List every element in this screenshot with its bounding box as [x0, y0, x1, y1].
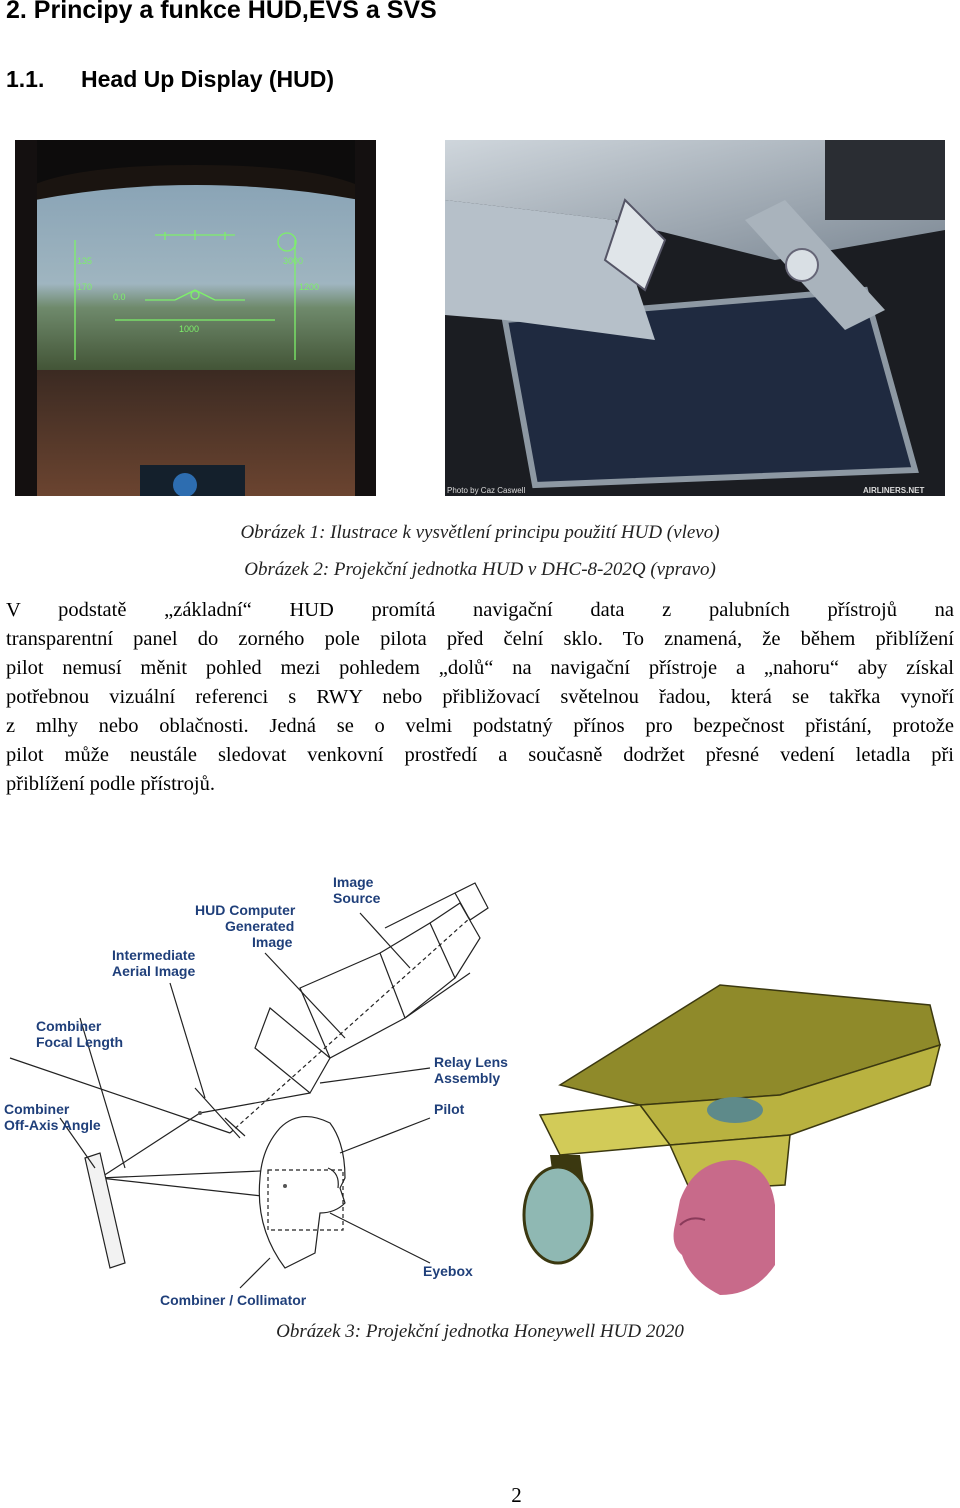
label-relay-lens-1: Relay Lens [434, 1054, 508, 1070]
label-eyebox: Eyebox [423, 1263, 473, 1279]
section-number: 1.1. [6, 66, 45, 92]
label-image-source-2: Source [333, 890, 381, 906]
label-combiner-offaxis-1: Combiner [4, 1101, 70, 1117]
label-combiner-focal-1: Combiner [36, 1018, 102, 1034]
honeywell-hud-render [520, 965, 950, 1310]
label-intermediate-2: Aerial Image [112, 963, 196, 979]
figure-3-caption: Obrázek 3: Projekční jednotka Honeywell HUD 2020 [276, 1321, 684, 1342]
label-combiner-offaxis-2: Off-Axis Angle [4, 1117, 101, 1133]
label-image-source-1: Image [333, 874, 374, 890]
hud-altitude-readout: 3000 [283, 256, 304, 266]
paragraph-line: přiblížení podle přístrojů. [6, 773, 215, 795]
label-relay-lens-2: Assembly [434, 1070, 501, 1086]
hud-alt-tape-readout: 1200 [299, 282, 320, 292]
paragraph-line: z mlhy nebo oblačnosti. Jedná se o velmi podstatný přínos pro bezpečnost přistání, protože [6, 715, 954, 737]
hud-airspeed-readout: 135 [77, 256, 93, 266]
photo-credit-left: Photo by Caz Caswell [447, 486, 526, 495]
label-hud-computer-3: Image [252, 934, 293, 950]
photo-credit-right: AIRLINERS.NET [863, 486, 925, 495]
hud-view-photo [15, 140, 376, 496]
hud-optics-diagram [0, 868, 520, 1313]
figure-1-caption: Obrázek 1: Ilustrace k vysvětlení principu použití HUD (vlevo) [240, 522, 720, 543]
hud-projector-photo [445, 140, 945, 496]
hud-speed-tape-readout: 170 [77, 282, 93, 292]
figure-2-caption: Obrázek 2: Projekční jednotka HUD v DHC-8-202Q (vpravo) [244, 559, 716, 580]
section-title: Head Up Display (HUD) [81, 66, 335, 92]
paragraph-line: V podstatě „základní“ HUD promítá navigační data z palubních přístrojů na [6, 599, 954, 621]
paragraph-line: pilot může neustále sledovat venkovní prostředí a současně dodržet přesné vedení letadla při [6, 744, 954, 766]
label-combiner-collimator: Combiner / Collimator [160, 1292, 307, 1308]
label-hud-computer-2: Generated [225, 918, 295, 934]
section-heading [6, 66, 334, 93]
paragraph-line: pilot nemusí měnit pohled mezi pohledem „dolů“ na navigační přístroje a „nahoru“ aby získal [6, 657, 954, 679]
paragraph-line: potřebnou vizuální referenci s RWY nebo přibližovací světelnou řadou, která se takřka vynoří [6, 686, 954, 708]
chapter-heading: 2. Principy a funkce HUD,EVS a SVS [6, 0, 437, 24]
label-hud-computer-1: HUD Computer [195, 902, 296, 918]
page-number: 2 [511, 1483, 522, 1507]
label-combiner-focal-2: Focal Length [36, 1034, 124, 1050]
label-intermediate-1: Intermediate [112, 947, 196, 963]
body-paragraph [6, 596, 954, 799]
hud-radio-alt-readout: 1000 [179, 324, 200, 334]
label-pilot: Pilot [434, 1101, 465, 1117]
hud-vs-readout: 0.0 [113, 292, 126, 302]
paragraph-line: transparentní panel do zorného pole pilota před čelní sklo. To znamená, že během přiblížení [6, 628, 954, 650]
